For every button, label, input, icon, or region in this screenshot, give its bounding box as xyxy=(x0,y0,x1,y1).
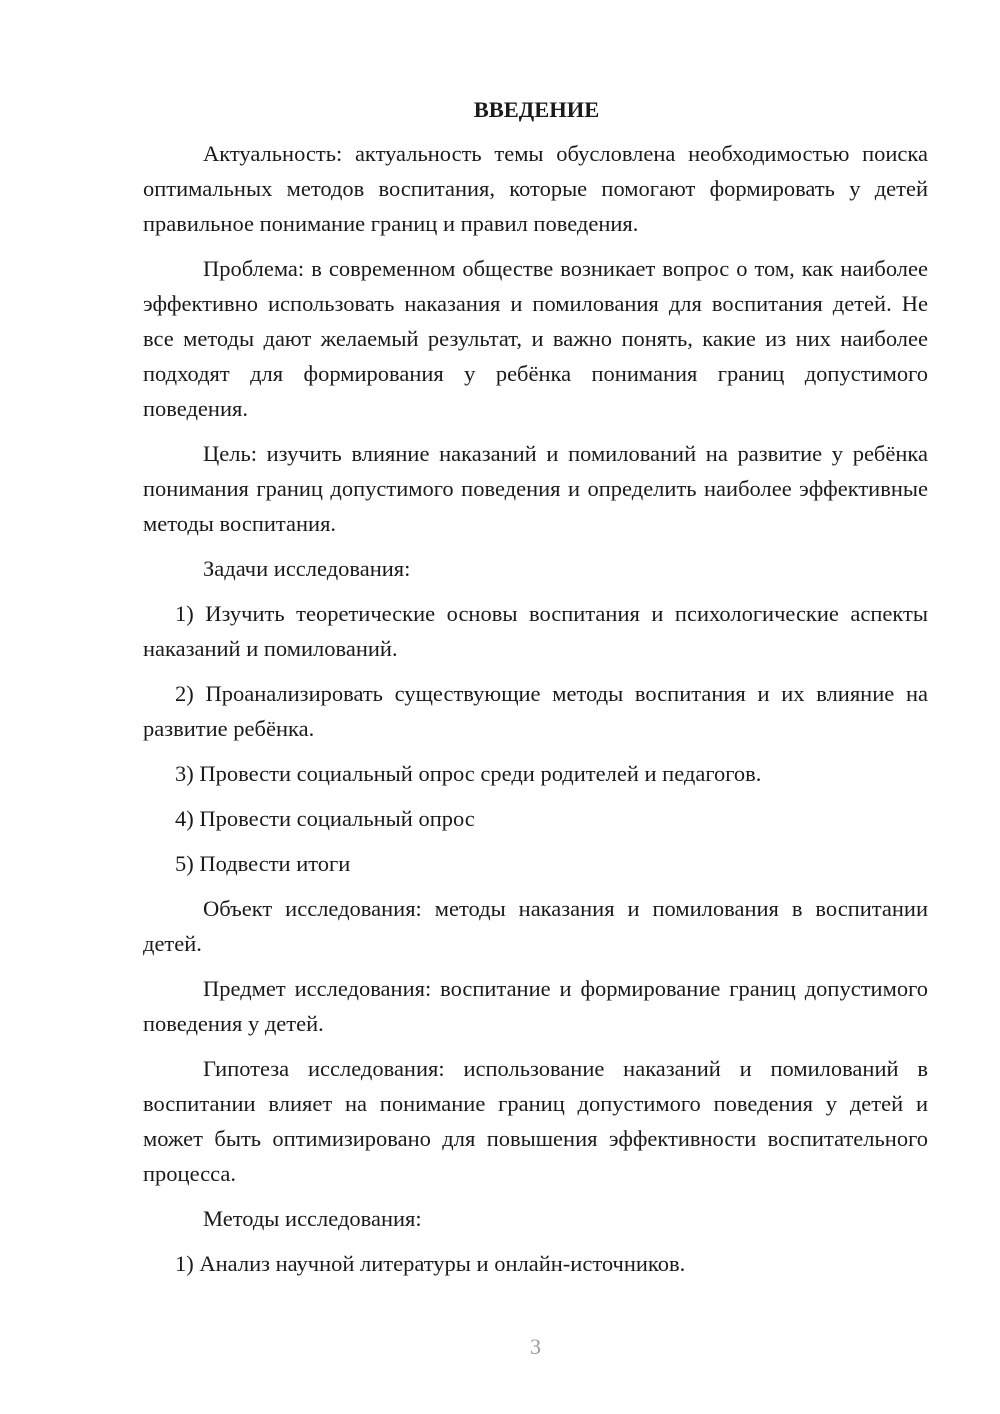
methods-heading: Методы исследования: xyxy=(203,1206,422,1231)
task-item-5: 5) Подвести итоги xyxy=(175,851,351,876)
page-number: 3 xyxy=(530,1334,541,1359)
task-item-4: 4) Провести социальный опрос xyxy=(175,806,475,831)
object-paragraph: Объект исследования: методы наказания и помилования в воспитании детей. xyxy=(143,896,928,956)
subject-paragraph: Предмет исследования: воспитание и формирование границ допустимого поведения у детей. xyxy=(143,976,928,1036)
goal-paragraph: Цель: изучить влияние наказаний и помилований на развитие у ребёнка понимания границ допустимого поведения и определить наиболее эффективные методы воспитания. xyxy=(143,441,928,536)
document-page xyxy=(143,92,928,1281)
hypothesis-paragraph: Гипотеза исследования: использование наказаний и помилований в воспитании влияет на понимание границ допустимого поведения у детей и может быть оптимизировано для повышения эффективности воспитательного процесса. xyxy=(143,1056,928,1186)
task-item-3: 3) Провести социальный опрос среди родителей и педагогов. xyxy=(175,761,762,786)
method-item-1: 1) Анализ научной литературы и онлайн-источников. xyxy=(175,1251,686,1276)
tasks-heading: Задачи исследования: xyxy=(203,556,411,581)
problem-paragraph: Проблема: в современном обществе возникает вопрос о том, как наиболее эффективно использовать наказания и помилования для воспитания детей. Не все методы дают желаемый результат, и важно понять, какие из них наиболее подходят для формирования у ребёнка понимания границ допустимого поведения. xyxy=(143,256,928,421)
task-item-2: 2) Проанализировать существующие методы воспитания и их влияние на развитие ребёнка. xyxy=(143,681,928,741)
page-title: ВВЕДЕНИЕ xyxy=(473,97,600,122)
task-item-1: 1) Изучить теоретические основы воспитания и психологические аспекты наказаний и помилований. xyxy=(143,601,928,661)
relevance-paragraph: Актуальность: актуальность темы обусловлена необходимостью поиска оптимальных методов воспитания, которые помогают формировать у детей правильное понимание границ и правил поведения. xyxy=(143,141,928,236)
